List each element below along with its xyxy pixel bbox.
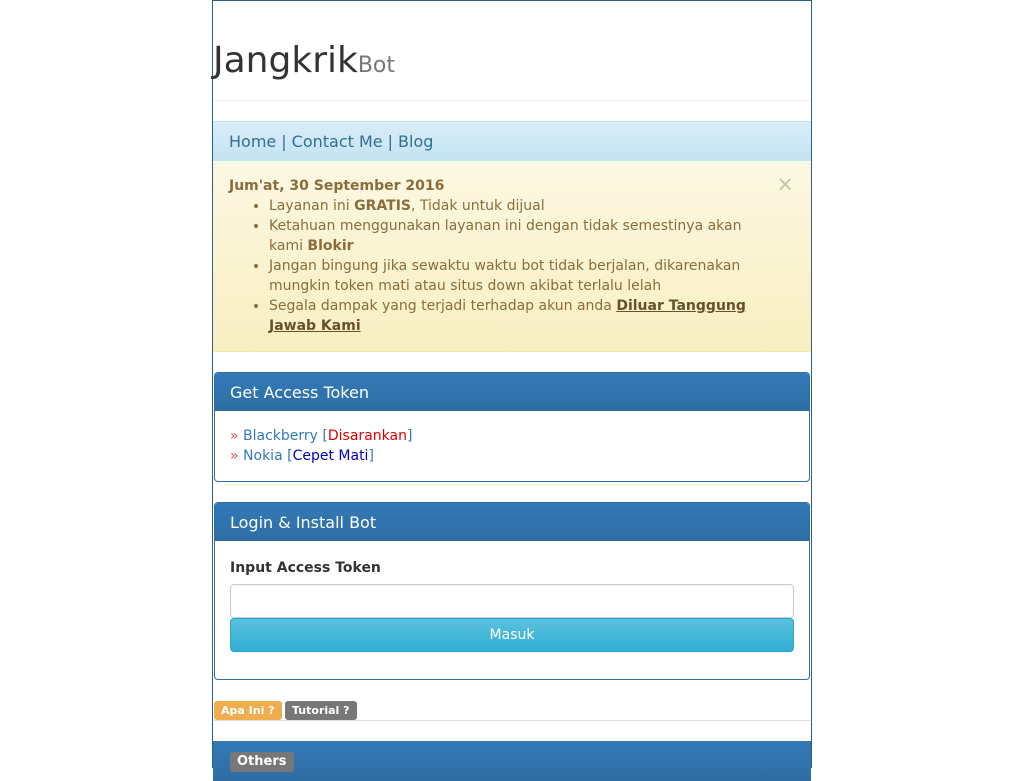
panel-body: [215, 541, 809, 667]
others-badge: Others: [230, 752, 294, 772]
notice-text: Layanan ini: [269, 198, 355, 214]
notice-text: , Tidak untuk dijual: [411, 198, 545, 214]
notice-item: [269, 196, 769, 216]
notice-list: [229, 196, 769, 336]
nav-home-link[interactable]: Home: [229, 131, 277, 151]
tutorial-label[interactable]: Tutorial ?: [285, 701, 357, 720]
top-navbar: [213, 121, 811, 161]
header: [213, 1, 811, 101]
token-option-nokia: [230, 446, 794, 466]
others-panel: [213, 741, 811, 781]
nav-separator: |: [387, 131, 394, 151]
panel-title: Login & Install Bot: [215, 503, 809, 541]
bracket: ]: [368, 448, 374, 464]
panel-title: Get Access Token: [215, 373, 809, 411]
notice-bold: GRATIS: [354, 198, 411, 214]
get-access-token-panel: [214, 372, 810, 482]
notice-text: Jangan bingung jika sewaktu waktu bot tidak berjalan, dikarenakan mungkin token mati atau situs down akibat terlalu lelah: [269, 258, 741, 294]
access-token-label: Input Access Token: [230, 560, 381, 576]
panel-body: [215, 411, 809, 481]
notice-bold: Blokir: [307, 238, 354, 254]
bracket: [: [322, 428, 328, 444]
bullet-icon: »: [230, 448, 239, 464]
close-icon[interactable]: ×: [776, 172, 794, 196]
disclaimer-link[interactable]: Diluar Tanggung Jawab Kami: [269, 298, 746, 334]
brand-title: Jangkrik: [213, 40, 358, 81]
notice-item: [269, 256, 769, 296]
bracket: ]: [406, 428, 413, 444]
nav-contact-link[interactable]: Contact Me: [291, 131, 383, 151]
nav-separator: |: [281, 131, 287, 151]
login-install-panel: [214, 502, 810, 680]
brand-subtitle: Bot: [357, 53, 396, 78]
masuk-button[interactable]: Masuk: [230, 618, 794, 652]
expires-fast-tag: Cepet Mati: [292, 448, 369, 464]
notice-text: Segala dampak yang terjadi terhadap akun anda: [269, 298, 617, 314]
site-brand[interactable]: [213, 41, 395, 81]
help-labels: [214, 701, 810, 721]
notice-alert: [213, 161, 811, 352]
recommended-tag: Disarankan: [327, 428, 407, 444]
bracket: [: [287, 448, 293, 464]
page-container: [212, 0, 812, 768]
nav-blog-link[interactable]: Blog: [398, 131, 434, 151]
notice-text: Ketahuan menggunakan layanan ini dengan tidak semestinya akan kami: [269, 218, 742, 254]
what-is-this-label[interactable]: Apa Ini ?: [214, 701, 282, 720]
notice-item: [269, 296, 769, 336]
nokia-link[interactable]: Nokia: [243, 448, 283, 464]
token-option-blackberry: [230, 426, 794, 446]
notice-date: Jum'at, 30 September 2016: [229, 178, 445, 194]
access-token-input[interactable]: [230, 584, 794, 618]
notice-item: [269, 216, 769, 256]
blackberry-link[interactable]: Blackberry: [243, 428, 318, 444]
bullet-icon: »: [230, 428, 239, 444]
